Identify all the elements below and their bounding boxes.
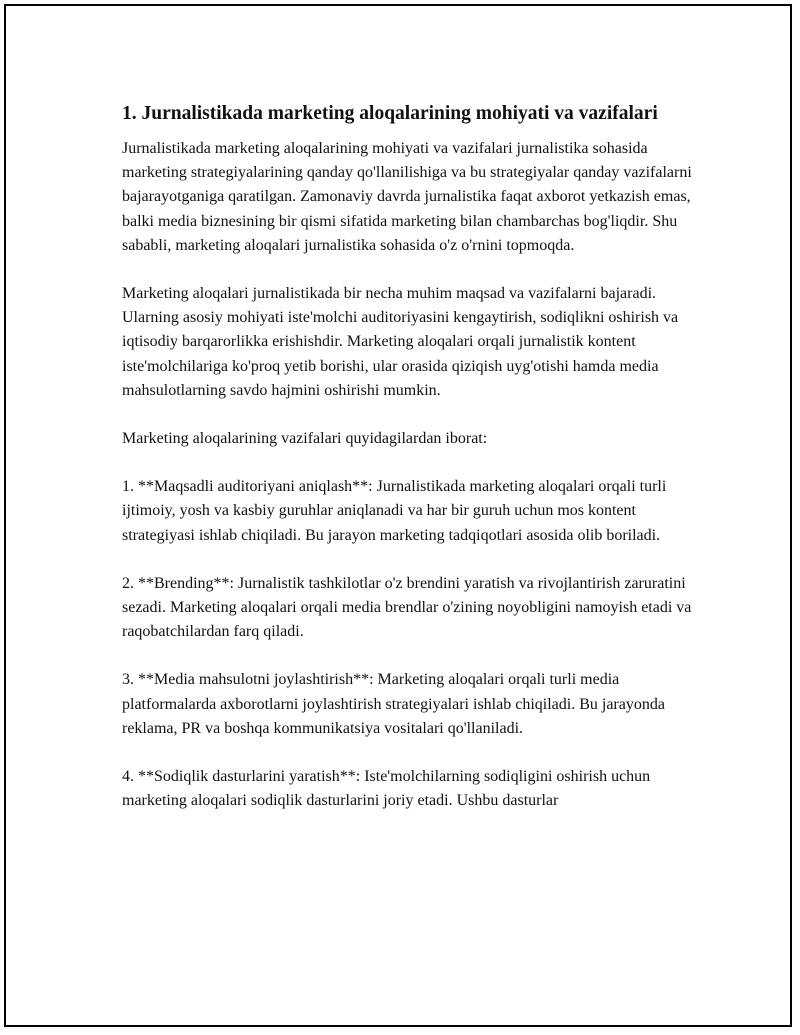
paragraph-tasks-intro: Marketing aloqalarining vazifalari quyidagilardan iborat:	[122, 430, 488, 448]
list-item-loyalty: 4. **Sodiqlik dasturlarini yaratish**: Iste'molchilarning sodiqligini oshirish uchun marketing aloqalari sodiqlik dasturlarini joriy etadi. Ushbu dasturlar	[122, 768, 651, 810]
list-item-audience: 1. **Maqsadli auditoriyani aniqlash**: Jurnalistikada marketing aloqalari orqali turli ijtimoiy, yosh va kasbiy guruhlar aniqlanadi va har bir guruh uchun mos kontent strategiyasi ishlab chiqiladi. Bu jarayon marketing tadqiqotlari asosida olib boriladi.	[122, 478, 667, 544]
document-title: 1. Jurnalistikada marketing aloqalarining mohiyati va vazifalari	[122, 103, 658, 124]
list-item-branding: 2. **Brending**: Jurnalistik tashkilotlar o'z brendini yaratish va rivojlantirish zaruratini sezadi. Marketing aloqalari orqali media brendlar o'zining noyobligini namoyish etadi va raqobatchilardan farq qiladi.	[122, 574, 692, 641]
page	[4, 4, 792, 1027]
paragraph-intro: Jurnalistikada marketing aloqalarining mohiyati va vazifalari jurnalistika sohasida marketing strategiyalarining qanday qo'llanilishiga va bu strategiyalar qanday vazifalarni bajarayotganiga qaratilgan. Zamonaviy davrda jurnalistika faqat axborot yetkazish emas, balki media biznesining bir qismi sifatida marketing bilan chambarchas bog'liqdir. Shu sababli, marketing aloqalari jurnalistika sohasida o'z o'rnini topmoqda.	[122, 140, 692, 254]
list-item-placement: 3. **Media mahsulotni joylashtirish**: Marketing aloqalari orqali turli media platformalarda axborotlarni joylashtirish strategiyalari ishlab chiqiladi. Bu jarayonda reklama, PR va boshqa kommunikatsiya vositalari qo'llaniladi.	[122, 671, 665, 737]
document-body	[122, 100, 692, 837]
paragraph-purpose: Marketing aloqalari jurnalistikada bir necha muhim maqsad va vazifalarni bajaradi. Ularning asosiy mohiyati iste'molchi auditoriyasini kengaytirish, sodiqlikni oshirish va iqtisodiy barqarorlikka erishishdir. Marketing aloqalari orqali jurnalistik kontent iste'molchilariga ko'proq yetib borishi, ular orasida qiziqish uyg'otishi hamda media mahsulotlarning savdo hajmini oshirishi mumkin.	[122, 285, 679, 399]
